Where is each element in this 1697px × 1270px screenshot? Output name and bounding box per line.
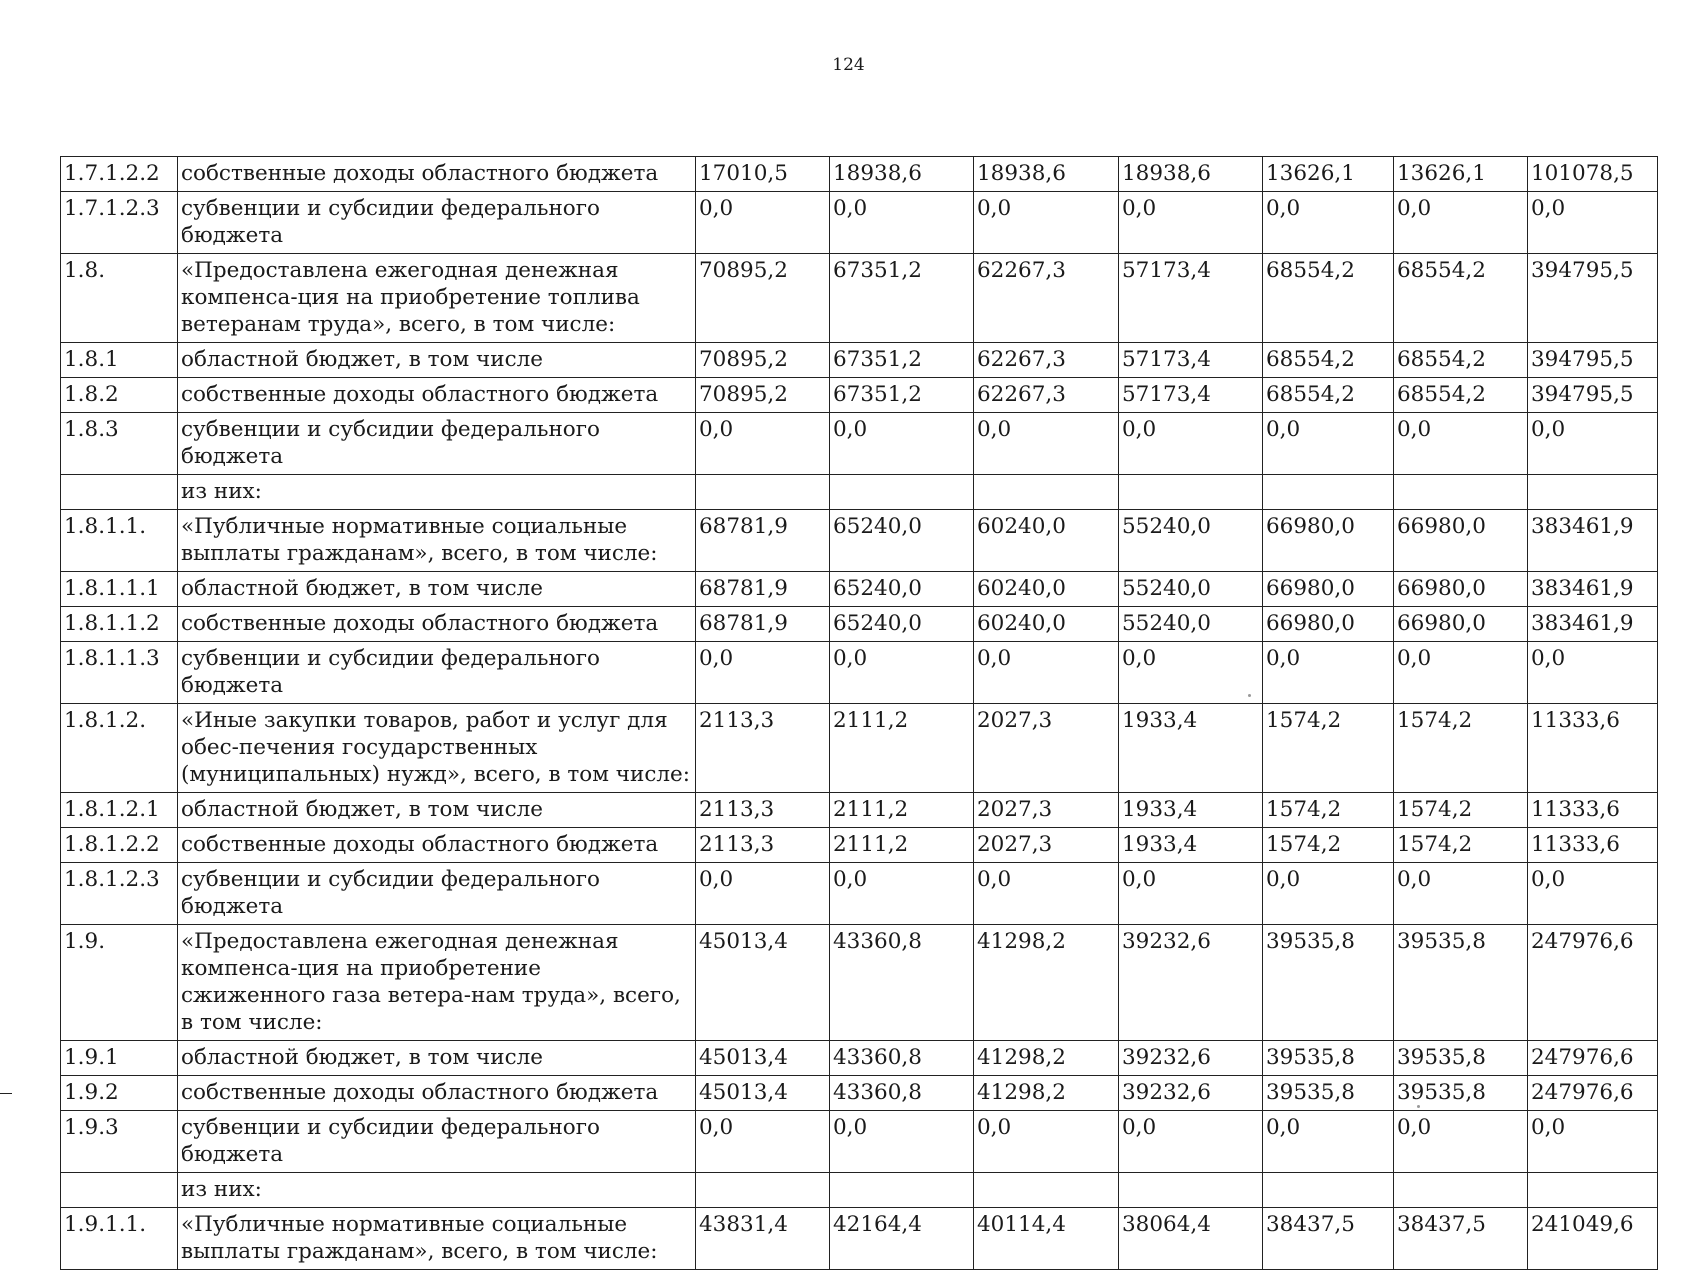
row-code-cell xyxy=(61,1173,178,1208)
value-cell: 2027,3 xyxy=(974,793,1119,828)
value-cell: 2027,3 xyxy=(974,828,1119,863)
value-cell: 57173,4 xyxy=(1119,254,1263,343)
value-cell: 241049,6 xyxy=(1528,1208,1658,1270)
value-cell: 101078,5 xyxy=(1528,157,1658,192)
row-code-cell: 1.8.1.2. xyxy=(61,704,178,793)
value-cell: 0,0 xyxy=(1263,863,1394,925)
table-row xyxy=(61,704,1658,793)
value-cell: 41298,2 xyxy=(974,1041,1119,1076)
value-cell: 0,0 xyxy=(974,1111,1119,1173)
value-cell xyxy=(1263,475,1394,510)
value-cell: 1574,2 xyxy=(1394,793,1528,828)
row-code-cell: 1.9.1.1. xyxy=(61,1208,178,1270)
value-cell: 383461,9 xyxy=(1528,607,1658,642)
row-code-cell: 1.8.1 xyxy=(61,343,178,378)
value-cell: 38064,4 xyxy=(1119,1208,1263,1270)
value-cell: 0,0 xyxy=(830,863,974,925)
value-cell: 1933,4 xyxy=(1119,793,1263,828)
value-cell: 39535,8 xyxy=(1394,925,1528,1041)
value-cell: 0,0 xyxy=(696,1111,830,1173)
value-cell: 39232,6 xyxy=(1119,925,1263,1041)
table-row xyxy=(61,254,1658,343)
value-cell: 0,0 xyxy=(830,642,974,704)
value-cell: 65240,0 xyxy=(830,572,974,607)
table-row xyxy=(61,863,1658,925)
value-cell: 0,0 xyxy=(1119,863,1263,925)
value-cell: 66980,0 xyxy=(1394,510,1528,572)
row-name-cell: областной бюджет, в том числе xyxy=(178,1041,696,1076)
row-code-cell: 1.7.1.2.3 xyxy=(61,192,178,254)
value-cell: 0,0 xyxy=(1263,1111,1394,1173)
table-row xyxy=(61,157,1658,192)
row-code-cell: 1.9.1 xyxy=(61,1041,178,1076)
value-cell: 394795,5 xyxy=(1528,343,1658,378)
value-cell: 45013,4 xyxy=(696,925,830,1041)
value-cell: 45013,4 xyxy=(696,1076,830,1111)
value-cell xyxy=(1394,1173,1528,1208)
value-cell xyxy=(830,475,974,510)
row-code-cell: 1.9.2 xyxy=(61,1076,178,1111)
value-cell: 62267,3 xyxy=(974,343,1119,378)
row-code-cell: 1.9. xyxy=(61,925,178,1041)
value-cell: 42164,4 xyxy=(830,1208,974,1270)
value-cell xyxy=(1263,1173,1394,1208)
scan-speck xyxy=(1417,1105,1420,1108)
value-cell: 62267,3 xyxy=(974,378,1119,413)
row-code-cell xyxy=(61,475,178,510)
value-cell: 18938,6 xyxy=(830,157,974,192)
table-row xyxy=(61,1041,1658,1076)
row-name-cell: «Иные закупки товаров, работ и услуг для обес-печения государственных (муниципальных) нужд», всего, в том числе: xyxy=(178,704,696,793)
value-cell: 13626,1 xyxy=(1263,157,1394,192)
value-cell: 1574,2 xyxy=(1394,828,1528,863)
value-cell: 43360,8 xyxy=(830,1076,974,1111)
value-cell: 0,0 xyxy=(1394,192,1528,254)
row-name-cell: субвенции и субсидии федерального бюджета xyxy=(178,642,696,704)
value-cell: 66980,0 xyxy=(1394,572,1528,607)
table-row xyxy=(61,192,1658,254)
value-cell: 0,0 xyxy=(1119,192,1263,254)
value-cell: 66980,0 xyxy=(1263,510,1394,572)
value-cell: 41298,2 xyxy=(974,925,1119,1041)
table-row xyxy=(61,793,1658,828)
value-cell: 0,0 xyxy=(830,413,974,475)
value-cell: 0,0 xyxy=(1528,1111,1658,1173)
value-cell: 57173,4 xyxy=(1119,343,1263,378)
value-cell: 0,0 xyxy=(1528,192,1658,254)
row-name-cell: собственные доходы областного бюджета xyxy=(178,157,696,192)
value-cell: 68554,2 xyxy=(1394,343,1528,378)
value-cell: 0,0 xyxy=(974,642,1119,704)
value-cell: 68781,9 xyxy=(696,572,830,607)
value-cell: 1574,2 xyxy=(1394,704,1528,793)
row-code-cell: 1.7.1.2.2 xyxy=(61,157,178,192)
value-cell: 0,0 xyxy=(1263,192,1394,254)
value-cell xyxy=(1394,475,1528,510)
row-code-cell: 1.8.1.1.2 xyxy=(61,607,178,642)
value-cell: 67351,2 xyxy=(830,254,974,343)
value-cell: 1933,4 xyxy=(1119,704,1263,793)
value-cell: 247976,6 xyxy=(1528,1076,1658,1111)
value-cell: 0,0 xyxy=(1394,413,1528,475)
table-row xyxy=(61,1111,1658,1173)
value-cell xyxy=(696,1173,830,1208)
value-cell: 62267,3 xyxy=(974,254,1119,343)
row-code-cell: 1.8.1.2.2 xyxy=(61,828,178,863)
table-row xyxy=(61,925,1658,1041)
value-cell: 38437,5 xyxy=(1263,1208,1394,1270)
row-code-cell: 1.8.1.1. xyxy=(61,510,178,572)
table-row xyxy=(61,828,1658,863)
value-cell: 68554,2 xyxy=(1394,378,1528,413)
value-cell: 39232,6 xyxy=(1119,1041,1263,1076)
table-row xyxy=(61,510,1658,572)
value-cell xyxy=(830,1173,974,1208)
value-cell: 0,0 xyxy=(974,192,1119,254)
value-cell xyxy=(1528,1173,1658,1208)
row-name-cell: собственные доходы областного бюджета xyxy=(178,378,696,413)
value-cell xyxy=(1528,475,1658,510)
value-cell: 1574,2 xyxy=(1263,828,1394,863)
value-cell: 0,0 xyxy=(1528,413,1658,475)
row-name-cell: «Предоставлена ежегодная денежная компенса-ция на приобретение сжиженного газа ветера-нам труда», всего, в том числе: xyxy=(178,925,696,1041)
row-code-cell: 1.8.3 xyxy=(61,413,178,475)
table-row xyxy=(61,475,1658,510)
value-cell: 40114,4 xyxy=(974,1208,1119,1270)
row-name-cell: субвенции и субсидии федерального бюджета xyxy=(178,192,696,254)
value-cell: 0,0 xyxy=(1119,413,1263,475)
value-cell xyxy=(974,475,1119,510)
table-row xyxy=(61,607,1658,642)
value-cell: 0,0 xyxy=(1528,642,1658,704)
value-cell: 0,0 xyxy=(1263,413,1394,475)
value-cell: 0,0 xyxy=(1528,863,1658,925)
value-cell: 0,0 xyxy=(696,642,830,704)
value-cell: 55240,0 xyxy=(1119,607,1263,642)
value-cell: 394795,5 xyxy=(1528,378,1658,413)
value-cell: 39232,6 xyxy=(1119,1076,1263,1111)
value-cell: 247976,6 xyxy=(1528,925,1658,1041)
table-row xyxy=(61,1173,1658,1208)
value-cell: 57173,4 xyxy=(1119,378,1263,413)
value-cell: 55240,0 xyxy=(1119,510,1263,572)
value-cell: 39535,8 xyxy=(1263,1076,1394,1111)
value-cell: 0,0 xyxy=(1119,642,1263,704)
margin-dash xyxy=(0,1093,12,1094)
value-cell xyxy=(1119,1173,1263,1208)
table-row xyxy=(61,1208,1658,1270)
value-cell: 43360,8 xyxy=(830,925,974,1041)
row-name-cell: областной бюджет, в том числе xyxy=(178,572,696,607)
value-cell: 68554,2 xyxy=(1263,378,1394,413)
scan-speck xyxy=(1248,694,1251,697)
value-cell: 38437,5 xyxy=(1394,1208,1528,1270)
table-body xyxy=(61,157,1658,1270)
value-cell: 17010,5 xyxy=(696,157,830,192)
value-cell: 11333,6 xyxy=(1528,793,1658,828)
row-name-cell: областной бюджет, в том числе xyxy=(178,343,696,378)
value-cell: 67351,2 xyxy=(830,378,974,413)
value-cell: 1574,2 xyxy=(1263,793,1394,828)
value-cell: 39535,8 xyxy=(1263,1041,1394,1076)
value-cell: 39535,8 xyxy=(1394,1076,1528,1111)
row-name-cell: субвенции и субсидии федерального бюджета xyxy=(178,1111,696,1173)
value-cell: 11333,6 xyxy=(1528,704,1658,793)
value-cell: 41298,2 xyxy=(974,1076,1119,1111)
value-cell: 2111,2 xyxy=(830,793,974,828)
value-cell: 68554,2 xyxy=(1263,254,1394,343)
value-cell xyxy=(974,1173,1119,1208)
value-cell: 39535,8 xyxy=(1263,925,1394,1041)
table-row xyxy=(61,378,1658,413)
value-cell: 70895,2 xyxy=(696,378,830,413)
value-cell: 60240,0 xyxy=(974,572,1119,607)
value-cell: 55240,0 xyxy=(1119,572,1263,607)
value-cell: 0,0 xyxy=(1394,1111,1528,1173)
value-cell: 18938,6 xyxy=(974,157,1119,192)
value-cell: 0,0 xyxy=(1263,642,1394,704)
value-cell: 18938,6 xyxy=(1119,157,1263,192)
value-cell: 0,0 xyxy=(696,192,830,254)
value-cell xyxy=(1119,475,1263,510)
row-name-cell: «Публичные нормативные социальные выплаты гражданам», всего, в том числе: xyxy=(178,510,696,572)
table-row xyxy=(61,343,1658,378)
value-cell: 65240,0 xyxy=(830,607,974,642)
value-cell: 11333,6 xyxy=(1528,828,1658,863)
value-cell: 67351,2 xyxy=(830,343,974,378)
row-code-cell: 1.8.1.2.3 xyxy=(61,863,178,925)
value-cell: 0,0 xyxy=(830,192,974,254)
value-cell: 43831,4 xyxy=(696,1208,830,1270)
budget-table-container xyxy=(60,156,1657,1270)
value-cell: 0,0 xyxy=(696,863,830,925)
value-cell: 2111,2 xyxy=(830,828,974,863)
value-cell: 66980,0 xyxy=(1263,572,1394,607)
value-cell: 2113,3 xyxy=(696,704,830,793)
value-cell: 2113,3 xyxy=(696,828,830,863)
value-cell: 68781,9 xyxy=(696,510,830,572)
value-cell: 70895,2 xyxy=(696,343,830,378)
value-cell: 0,0 xyxy=(974,863,1119,925)
table-row xyxy=(61,642,1658,704)
value-cell xyxy=(696,475,830,510)
value-cell: 0,0 xyxy=(1119,1111,1263,1173)
row-name-cell: собственные доходы областного бюджета xyxy=(178,828,696,863)
table-row xyxy=(61,413,1658,475)
value-cell: 383461,9 xyxy=(1528,510,1658,572)
value-cell: 66980,0 xyxy=(1394,607,1528,642)
value-cell: 13626,1 xyxy=(1394,157,1528,192)
value-cell: 2113,3 xyxy=(696,793,830,828)
budget-table xyxy=(60,156,1658,1270)
value-cell: 383461,9 xyxy=(1528,572,1658,607)
value-cell: 68554,2 xyxy=(1263,343,1394,378)
table-row xyxy=(61,572,1658,607)
value-cell: 43360,8 xyxy=(830,1041,974,1076)
row-name-cell: собственные доходы областного бюджета xyxy=(178,1076,696,1111)
value-cell: 0,0 xyxy=(1394,863,1528,925)
row-name-cell: собственные доходы областного бюджета xyxy=(178,607,696,642)
row-name-cell: субвенции и субсидии федерального бюджета xyxy=(178,413,696,475)
value-cell: 60240,0 xyxy=(974,510,1119,572)
row-code-cell: 1.8.1.2.1 xyxy=(61,793,178,828)
value-cell: 60240,0 xyxy=(974,607,1119,642)
value-cell: 0,0 xyxy=(974,413,1119,475)
value-cell: 2027,3 xyxy=(974,704,1119,793)
value-cell: 39535,8 xyxy=(1394,1041,1528,1076)
value-cell: 70895,2 xyxy=(696,254,830,343)
value-cell: 2111,2 xyxy=(830,704,974,793)
row-name-cell: субвенции и субсидии федерального бюджета xyxy=(178,863,696,925)
page-number: 124 xyxy=(832,55,865,75)
row-name-cell: «Предоставлена ежегодная денежная компенса-ция на приобретение топлива ветеранам труда», всего, в том числе: xyxy=(178,254,696,343)
row-name-cell: «Публичные нормативные социальные выплаты гражданам», всего, в том числе: xyxy=(178,1208,696,1270)
row-code-cell: 1.9.3 xyxy=(61,1111,178,1173)
row-name-cell: из них: xyxy=(178,475,696,510)
value-cell: 1933,4 xyxy=(1119,828,1263,863)
value-cell: 65240,0 xyxy=(830,510,974,572)
row-code-cell: 1.8. xyxy=(61,254,178,343)
value-cell: 68554,2 xyxy=(1394,254,1528,343)
value-cell: 0,0 xyxy=(830,1111,974,1173)
value-cell: 394795,5 xyxy=(1528,254,1658,343)
row-code-cell: 1.8.2 xyxy=(61,378,178,413)
row-code-cell: 1.8.1.1.3 xyxy=(61,642,178,704)
value-cell: 247976,6 xyxy=(1528,1041,1658,1076)
value-cell: 45013,4 xyxy=(696,1041,830,1076)
row-name-cell: областной бюджет, в том числе xyxy=(178,793,696,828)
row-name-cell: из них: xyxy=(178,1173,696,1208)
row-code-cell: 1.8.1.1.1 xyxy=(61,572,178,607)
value-cell: 0,0 xyxy=(1394,642,1528,704)
value-cell: 0,0 xyxy=(696,413,830,475)
value-cell: 68781,9 xyxy=(696,607,830,642)
value-cell: 1574,2 xyxy=(1263,704,1394,793)
value-cell: 66980,0 xyxy=(1263,607,1394,642)
